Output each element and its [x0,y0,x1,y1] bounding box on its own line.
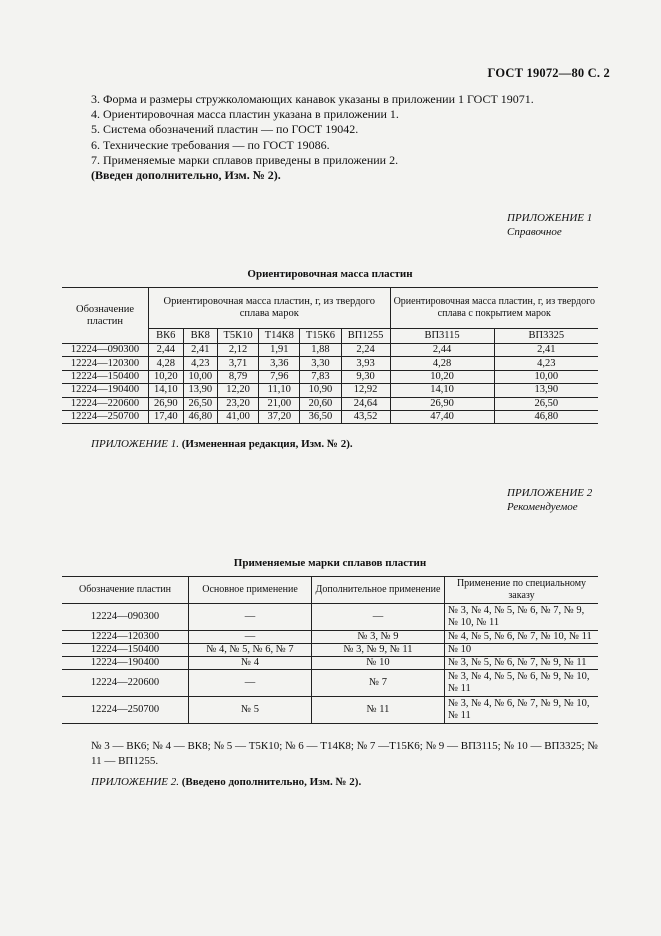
mass-cell: 4,28 [390,357,494,370]
appendix2-label-block [507,486,592,514]
designation-cell: 12224—190400 [62,384,149,397]
items-amendment-note: (Введен дополнительно, Изм. № 2). [91,168,281,183]
grade-header: Т14К8 [259,329,300,344]
additional-use-cell: № 11 [312,697,445,724]
alloys-table-body [62,604,598,724]
table-row [62,644,598,657]
designation-cell: 12224—150400 [62,370,149,383]
mass-cell: 11,10 [259,384,300,397]
appendix1-title: Ориентировочная масса пластин [247,268,413,280]
mass-cell: 21,00 [259,397,300,410]
mass-cell: 26,50 [494,397,598,410]
alloys-table [62,576,598,724]
table-row [62,370,598,383]
item-3: 3. Форма и размеры стружколомающих канавок указаны в приложении 1 ГОСТ 19071. [91,92,534,106]
item-6: 6. Технические требования — по ГОСТ 19086. [91,137,330,152]
mass-cell: 17,40 [149,410,184,423]
mass-cell: 2,44 [390,344,494,357]
appendix1-note-prefix: ПРИЛОЖЕНИЕ 1. [91,438,179,450]
mass-cell: 3,30 [300,357,341,370]
mass-table-header-designation: Обозначение пластин [62,288,149,344]
mass-cell: 10,00 [183,370,218,383]
table-row [62,631,598,644]
mass-table-body [62,344,598,424]
mass-cell: 14,10 [390,384,494,397]
mass-table-header-group1: Ориентировочная масса пластин, г, из твердого сплава марок [149,288,391,329]
mass-cell: 36,50 [300,410,341,423]
table-row [62,384,598,397]
mass-cell: 4,28 [149,357,184,370]
mass-cell: 2,24 [341,344,390,357]
special-order-cell: № 3, № 5, № 6, № 7, № 9, № 11 [445,657,599,670]
mass-cell: 10,20 [390,370,494,383]
additional-use-cell: — [312,604,445,631]
mass-cell: 37,20 [259,410,300,423]
mass-cell: 3,71 [218,357,259,370]
grade-legend: № 3 — ВК6; № 4 — ВК8; № 5 — Т5К10; № 6 — Т14К8; № 7 —Т15К6; № 9 — ВП3115; № 10 — ВП3325; № 11 — ВП1255. [91,740,598,767]
mass-cell: 20,60 [300,397,341,410]
appendix2-note-prefix: ПРИЛОЖЕНИЕ 2. [91,776,179,788]
mass-cell: 23,20 [218,397,259,410]
table-row [62,697,598,724]
mass-cell: 4,23 [183,357,218,370]
mass-cell: 46,80 [183,410,218,423]
alloys-header-additional: Дополнительное применение [312,577,445,604]
additional-use-cell: № 3, № 9 [312,631,445,644]
grade-header: ВП3325 [494,329,598,344]
mass-cell: 3,36 [259,357,300,370]
special-order-cell: № 4, № 5, № 6, № 7, № 10, № 11 [445,631,599,644]
additional-use-cell: № 3, № 9, № 11 [312,644,445,657]
designation-cell: 12224—220600 [62,670,189,697]
numbered-items [91,92,534,183]
main-use-cell: — [189,631,312,644]
mass-cell: 4,23 [494,357,598,370]
table-row [62,344,598,357]
mass-cell: 14,10 [149,384,184,397]
table-row [62,657,598,670]
designation-cell: 12224—120300 [62,631,189,644]
designation-cell: 12224—250700 [62,697,189,724]
appendix1-sublabel: Справочное [507,226,562,238]
item-5: 5. Система обозначений пластин — по ГОСТ 19042. [91,122,359,137]
mass-cell: 13,90 [494,384,598,397]
appendix1-label: ПРИЛОЖЕНИЕ 1 [507,212,593,224]
mass-cell: 8,79 [218,370,259,383]
mass-cell: 2,41 [494,344,598,357]
appendix1-label-block [507,211,592,239]
mass-cell: 9,30 [341,370,390,383]
mass-cell: 2,12 [218,344,259,357]
mass-cell: 47,40 [390,410,494,423]
additional-use-cell: № 10 [312,657,445,670]
designation-cell: 12224—190400 [62,657,189,670]
additional-use-cell: № 7 [312,670,445,697]
table-row [62,670,598,697]
appendix2-amendment [91,775,361,790]
main-use-cell: — [189,604,312,631]
grade-header: ВК8 [183,329,218,344]
mass-cell: 12,92 [341,384,390,397]
appendix2-sublabel: Рекомендуемое [507,501,578,513]
grade-header: ВП1255 [341,329,390,344]
mass-table-header-group2: Ориентировочная масса пластин, г, из твердого сплава с покрытием марок [390,288,598,329]
mass-cell: 26,90 [149,397,184,410]
designation-cell: 12224—120300 [62,357,149,370]
mass-cell: 46,80 [494,410,598,423]
table-row [62,410,598,423]
mass-cell: 1,88 [300,344,341,357]
appendix1-note-text: (Измененная редакция, Изм. № 2). [181,438,353,450]
appendix1-amendment [91,437,353,452]
main-use-cell: № 4, № 5, № 6, № 7 [189,644,312,657]
designation-cell: 12224—090300 [62,344,149,357]
mass-cell: 26,90 [390,397,494,410]
main-use-cell: — [189,670,312,697]
alloys-header-main: Основное применение [189,577,312,604]
special-order-cell: № 3, № 4, № 5, № 6, № 7, № 9, № 10, № 11 [445,604,599,631]
mass-table [62,287,598,424]
mass-cell: 10,20 [149,370,184,383]
designation-cell: 12224—150400 [62,644,189,657]
mass-cell: 12,20 [218,384,259,397]
page-header: ГОСТ 19072—80 С. 2 [487,66,610,80]
designation-cell: 12224—220600 [62,397,149,410]
mass-cell: 26,50 [183,397,218,410]
mass-cell: 2,41 [183,344,218,357]
appendix2-label: ПРИЛОЖЕНИЕ 2 [507,487,593,499]
mass-cell: 24,64 [341,397,390,410]
grade-header: Т15К6 [300,329,341,344]
special-order-cell: № 3, № 4, № 6, № 7, № 9, № 10, № 11 [445,697,599,724]
mass-cell: 1,91 [259,344,300,357]
grade-header: Т5К10 [218,329,259,344]
main-use-cell: № 4 [189,657,312,670]
main-use-cell: № 5 [189,697,312,724]
table-row [62,357,598,370]
table-row [62,604,598,631]
designation-cell: 12224—250700 [62,410,149,423]
item-4: 4. Ориентировочная масса пластин указана в приложении 1. [91,107,399,122]
mass-cell: 7,96 [259,370,300,383]
mass-cell: 3,93 [341,357,390,370]
mass-cell: 10,00 [494,370,598,383]
item-7: 7. Применяемые марки сплавов приведены в приложении 2. [91,152,399,167]
special-order-cell: № 3, № 4, № 5, № 6, № 9, № 10, № 11 [445,670,599,697]
mass-cell: 43,52 [341,410,390,423]
mass-cell: 7,83 [300,370,341,383]
mass-cell: 13,90 [183,384,218,397]
designation-cell: 12224—090300 [62,604,189,631]
table-row [62,397,598,410]
mass-cell: 10,90 [300,384,341,397]
mass-cell: 2,44 [149,344,184,357]
alloys-header-designation: Обозначение пластин [62,577,189,604]
grade-header: ВК6 [149,329,184,344]
grade-header: ВП3115 [390,329,494,344]
appendix2-note-text: (Введено дополнительно, Изм. № 2). [181,776,362,788]
mass-cell: 41,00 [218,410,259,423]
appendix2-title: Применяемые марки сплавов пластин [233,557,427,569]
special-order-cell: № 10 [445,644,599,657]
alloys-header-special: Применение по специальному заказу [445,577,599,604]
